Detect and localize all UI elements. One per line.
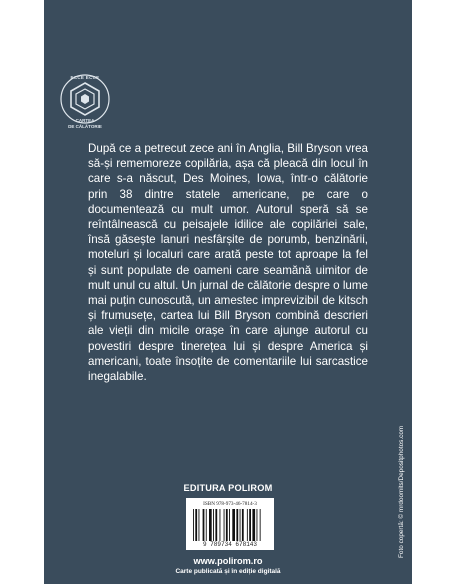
photo-credit: Foto copertă: © mrdoomits/Depositphotos.com [398,425,405,558]
barcode-bar [195,509,197,541]
barcode-bar [260,509,261,541]
book-blurb: După ce a petrecut zece ani în Anglia, Bill Bryson vrea să-și rememoreze copilăria, așa că pleacă din locul în care s-a născut, Des Moines, Iowa, într-o călătorie prin 38 dintre statele americane, pe care o documentează cu mult umor. Autorul speră să se reîntâlnească cu peisajele idilice ale copilăriei sale, însă găsește lanuri nesfârșite de porumb, benzinării, moteluri și localuri care arată peste tot aproape la fel și sunt populate de oameni care seamănă uimitor de mult unul cu altul. Un jurnal de călătorie despre o lume mai puțin cunoscută, un amestec imprevizibil de kitsch și frumusețe, cartea lui Bill Bryson combină descrieri ale vieții din micile orașe în care ajunge autorul cu povestiri despre tinerețea lui și despre America și americani, toate însoțite de comentariile lui sarcastice inegalabile. [88,142,368,384]
isbn-text: ISBN 978-973-46-7814-3 [203,501,257,507]
barcode-bar [236,509,238,541]
barcode-bars [193,509,267,541]
barcode-bar [229,509,230,541]
barcode-bar [215,509,217,541]
barcode-bar [249,509,251,541]
barcode-bar [206,509,207,541]
barcode-bar [247,509,248,541]
barcode-bar [209,509,212,541]
logo-bottom-line2: DE CĂLĂTORIE [68,123,102,129]
barcode-bar [213,509,214,541]
back-cover [44,0,412,584]
barcode-bar [232,509,235,541]
barcode-bar [199,509,200,541]
publisher-name: EDITURA POLIROM [183,483,273,493]
barcode [186,498,274,550]
logo-top-text: ECCE ECCE [70,75,100,80]
barcode-bar [220,509,221,541]
barcode-bar [242,509,244,541]
barcode-number: 9 789734 678143 [202,541,257,548]
website-link[interactable]: www.polirom.ro [193,556,263,566]
barcode-bar [240,509,241,541]
logo-bottom-line1: CARTEA [75,118,95,123]
barcode-bar [224,509,225,541]
logo-bottom-text [50,118,120,129]
barcode-bar [226,509,228,541]
digital-edition-note: Carte publicată și în ediție digitală [175,568,281,575]
barcode-bar [193,509,194,541]
barcode-bar [257,509,258,541]
barcode-bar [252,509,255,541]
barcode-bar [203,509,205,541]
